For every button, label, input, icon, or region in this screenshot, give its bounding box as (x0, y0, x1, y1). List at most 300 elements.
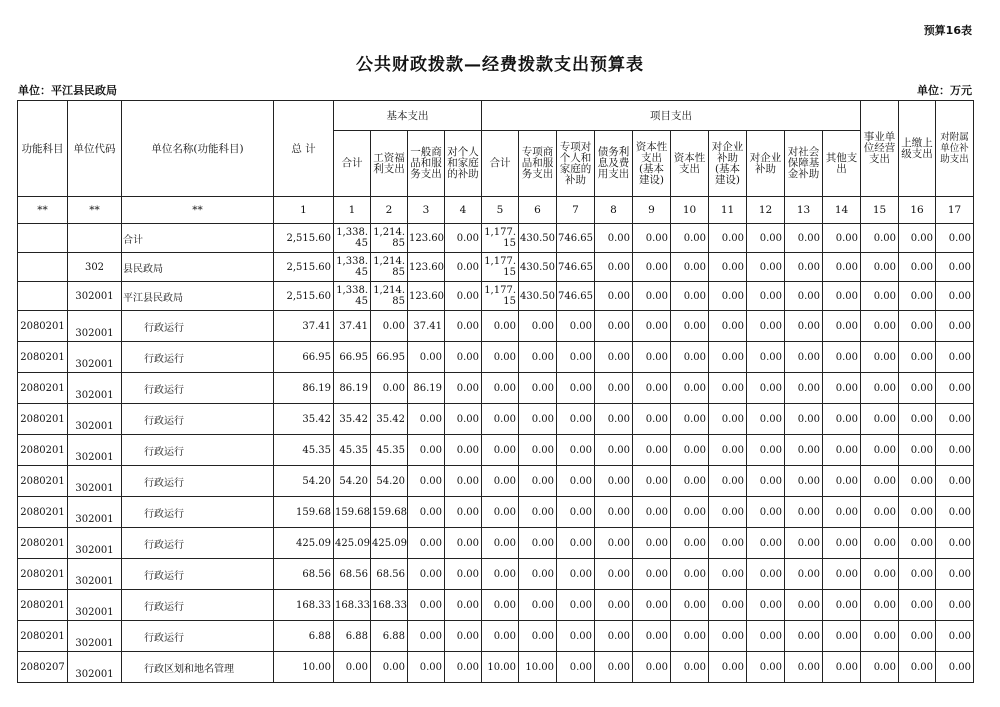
amount-cell: 0.00 (899, 466, 936, 497)
amount-cell: 0.00 (823, 435, 861, 466)
amount-cell: 0.00 (899, 559, 936, 590)
index-cell: 6 (519, 197, 557, 224)
amount-cell: 0.00 (671, 466, 709, 497)
function-code-cell: 2080201 (18, 621, 68, 652)
amount-cell: 0.00 (408, 342, 445, 373)
amount-cell: 425.09 (371, 528, 408, 559)
unit-code-cell: 302001 (68, 282, 122, 311)
index-cell: 1 (334, 197, 371, 224)
table-row (18, 528, 974, 559)
amount-cell: 0.00 (709, 652, 747, 683)
amount-cell: 0.00 (671, 282, 709, 311)
amount-cell: 0.00 (785, 342, 823, 373)
amount-cell: 168.33 (274, 590, 334, 621)
amount-cell: 0.00 (445, 590, 482, 621)
amount-cell: 0.00 (861, 404, 899, 435)
amount-cell: 0.00 (861, 282, 899, 311)
currency-unit-label: 单位：万元 (917, 84, 972, 97)
amount-cell: 66.95 (334, 342, 371, 373)
table-row (18, 466, 974, 497)
amount-cell: 0.00 (785, 652, 823, 683)
amount-cell: 1,177.15 (482, 224, 519, 253)
amount-cell: 0.00 (408, 652, 445, 683)
amount-cell: 0.00 (445, 253, 482, 282)
function-code-cell: 2080207 (18, 652, 68, 683)
amount-cell: 0.00 (709, 373, 747, 404)
amount-cell: 0.00 (785, 282, 823, 311)
unit-code-cell: 302001 (68, 528, 122, 559)
amount-cell: 430.50 (519, 282, 557, 311)
amount-cell: 35.42 (334, 404, 371, 435)
amount-cell: 0.00 (936, 253, 974, 282)
amount-cell: 0.00 (671, 253, 709, 282)
unit-code-cell: 302001 (68, 373, 122, 404)
index-cell: 12 (747, 197, 785, 224)
header-basic-col: 合计 (334, 131, 371, 197)
amount-cell: 0.00 (709, 282, 747, 311)
amount-cell: 0.00 (823, 253, 861, 282)
amount-cell: 0.00 (785, 466, 823, 497)
amount-cell: 0.00 (823, 528, 861, 559)
amount-cell: 68.56 (334, 559, 371, 590)
header-project-col: 其他支出 (823, 131, 861, 197)
function-code-cell: 2080201 (18, 559, 68, 590)
table-row (18, 497, 974, 528)
header-project-col: 对企业补助(基本建设) (709, 131, 747, 197)
table-row (18, 435, 974, 466)
function-code-cell: 2080201 (18, 528, 68, 559)
amount-cell: 0.00 (557, 404, 595, 435)
amount-cell: 0.00 (408, 466, 445, 497)
amount-cell: 0.00 (633, 311, 671, 342)
amount-cell: 0.00 (595, 435, 633, 466)
amount-cell: 0.00 (519, 497, 557, 528)
function-code-cell (18, 282, 68, 311)
unit-code-cell: 302001 (68, 342, 122, 373)
amount-cell: 159.68 (371, 497, 408, 528)
amount-cell: 0.00 (633, 497, 671, 528)
function-code-cell: 2080201 (18, 311, 68, 342)
header-func-subject: 功能科目 (18, 101, 68, 197)
amount-cell: 0.00 (936, 435, 974, 466)
amount-cell: 0.00 (785, 224, 823, 253)
amount-cell: 0.00 (519, 590, 557, 621)
table-row (18, 224, 974, 253)
amount-cell: 0.00 (519, 528, 557, 559)
amount-cell: 0.00 (557, 590, 595, 621)
amount-cell: 0.00 (861, 311, 899, 342)
unit-code-cell: 302001 (68, 497, 122, 528)
header-project-expenditure: 项目支出 (482, 101, 861, 131)
amount-cell: 0.00 (823, 466, 861, 497)
amount-cell: 0.00 (633, 282, 671, 311)
amount-cell: 0.00 (633, 559, 671, 590)
header-project-col: 专项对个人和家庭的补助 (557, 131, 595, 197)
index-cell: 7 (557, 197, 595, 224)
amount-cell: 0.00 (519, 373, 557, 404)
amount-cell: 0.00 (482, 528, 519, 559)
amount-cell: 0.00 (709, 528, 747, 559)
amount-cell: 2,515.60 (274, 224, 334, 253)
amount-cell: 0.00 (785, 497, 823, 528)
amount-cell: 0.00 (671, 342, 709, 373)
amount-cell: 0.00 (445, 224, 482, 253)
amount-cell: 0.00 (823, 224, 861, 253)
amount-cell: 0.00 (936, 224, 974, 253)
amount-cell: 0.00 (557, 497, 595, 528)
amount-cell: 0.00 (557, 528, 595, 559)
unit-name-cell: 行政运行 (122, 621, 274, 652)
unit-name-cell: 县民政局 (122, 253, 274, 282)
unit-name-cell: 行政运行 (122, 528, 274, 559)
amount-cell: 0.00 (899, 224, 936, 253)
amount-cell: 6.88 (371, 621, 408, 652)
table-row (18, 342, 974, 373)
function-code-cell (18, 253, 68, 282)
amount-cell: 0.00 (747, 282, 785, 311)
amount-cell: 159.68 (334, 497, 371, 528)
unit-name-cell: 行政运行 (122, 404, 274, 435)
amount-cell: 0.00 (709, 253, 747, 282)
amount-cell: 0.00 (557, 621, 595, 652)
amount-cell: 0.00 (482, 404, 519, 435)
amount-cell: 68.56 (274, 559, 334, 590)
amount-cell: 37.41 (334, 311, 371, 342)
amount-cell: 0.00 (671, 497, 709, 528)
amount-cell: 0.00 (519, 311, 557, 342)
header-extra-col: 事业单位经营支出 (861, 101, 899, 197)
function-code-cell: 2080201 (18, 373, 68, 404)
amount-cell: 0.00 (671, 311, 709, 342)
amount-cell: 1,177.15 (482, 253, 519, 282)
header-project-col: 资本性支出(基本建设) (633, 131, 671, 197)
table-row (18, 590, 974, 621)
amount-cell: 425.09 (334, 528, 371, 559)
amount-cell: 45.35 (274, 435, 334, 466)
amount-cell: 0.00 (861, 373, 899, 404)
amount-cell: 0.00 (709, 621, 747, 652)
amount-cell: 0.00 (371, 311, 408, 342)
amount-cell: 0.00 (671, 559, 709, 590)
index-cell: 13 (785, 197, 823, 224)
amount-cell: 0.00 (445, 497, 482, 528)
amount-cell: 10.00 (482, 652, 519, 683)
amount-cell: 0.00 (445, 435, 482, 466)
index-cell: 9 (633, 197, 671, 224)
amount-cell: 0.00 (709, 311, 747, 342)
amount-cell: 0.00 (861, 559, 899, 590)
header-total: 总 计 (274, 101, 334, 197)
function-code-cell (18, 224, 68, 253)
table-number-label: 预算16表 (923, 24, 972, 37)
amount-cell: 0.00 (633, 373, 671, 404)
amount-cell: 0.00 (482, 497, 519, 528)
amount-cell: 425.09 (274, 528, 334, 559)
amount-cell: 0.00 (936, 652, 974, 683)
amount-cell: 0.00 (861, 466, 899, 497)
header-basic-expenditure: 基本支出 (334, 101, 482, 131)
amount-cell: 0.00 (408, 404, 445, 435)
amount-cell: 0.00 (785, 590, 823, 621)
unit-name-cell: 行政运行 (122, 373, 274, 404)
amount-cell: 0.00 (823, 373, 861, 404)
amount-cell: 0.00 (671, 224, 709, 253)
amount-cell: 0.00 (936, 373, 974, 404)
amount-cell: 0.00 (785, 435, 823, 466)
amount-cell: 0.00 (519, 621, 557, 652)
unit-name-cell: 行政运行 (122, 435, 274, 466)
amount-cell: 0.00 (445, 342, 482, 373)
amount-cell: 0.00 (671, 435, 709, 466)
amount-cell: 1,214.85 (371, 253, 408, 282)
amount-cell: 0.00 (633, 590, 671, 621)
amount-cell: 0.00 (633, 253, 671, 282)
amount-cell: 0.00 (633, 342, 671, 373)
amount-cell: 0.00 (785, 559, 823, 590)
unit-name-label: 单位：平江县民政局 (18, 84, 117, 97)
amount-cell: 0.00 (709, 466, 747, 497)
table-row (18, 621, 974, 652)
amount-cell: 1,177.15 (482, 282, 519, 311)
amount-cell: 2,515.60 (274, 282, 334, 311)
header-unit-code: 单位代码 (68, 101, 122, 197)
unit-code-cell: 302001 (68, 621, 122, 652)
amount-cell: 37.41 (274, 311, 334, 342)
amount-cell: 0.00 (482, 590, 519, 621)
unit-code-cell: 302001 (68, 404, 122, 435)
amount-cell: 0.00 (595, 466, 633, 497)
amount-cell: 1,214.85 (371, 224, 408, 253)
amount-cell: 6.88 (274, 621, 334, 652)
amount-cell: 0.00 (445, 311, 482, 342)
amount-cell: 0.00 (747, 528, 785, 559)
index-cell: 2 (371, 197, 408, 224)
amount-cell: 0.00 (899, 497, 936, 528)
index-cell: ** (18, 197, 68, 224)
function-code-cell: 2080201 (18, 497, 68, 528)
amount-cell: 0.00 (445, 652, 482, 683)
amount-cell: 0.00 (899, 404, 936, 435)
amount-cell: 0.00 (633, 528, 671, 559)
amount-cell: 0.00 (633, 435, 671, 466)
amount-cell: 430.50 (519, 224, 557, 253)
amount-cell: 0.00 (557, 311, 595, 342)
amount-cell: 0.00 (899, 435, 936, 466)
amount-cell: 0.00 (785, 528, 823, 559)
function-code-cell: 2080201 (18, 342, 68, 373)
amount-cell: 0.00 (709, 590, 747, 621)
amount-cell: 54.20 (371, 466, 408, 497)
amount-cell: 0.00 (747, 224, 785, 253)
amount-cell: 0.00 (595, 621, 633, 652)
table-header (18, 101, 974, 197)
amount-cell: 0.00 (595, 652, 633, 683)
table-row (18, 559, 974, 590)
unit-name-cell: 行政运行 (122, 466, 274, 497)
amount-cell: 0.00 (633, 404, 671, 435)
header-project-col: 资本性支出 (671, 131, 709, 197)
amount-cell: 0.00 (936, 559, 974, 590)
header-project-col: 专项商品和服务支出 (519, 131, 557, 197)
amount-cell: 430.50 (519, 253, 557, 282)
amount-cell: 0.00 (899, 342, 936, 373)
table-row (18, 404, 974, 435)
amount-cell: 0.00 (747, 621, 785, 652)
amount-cell: 0.00 (823, 311, 861, 342)
unit-code-cell: 302001 (68, 466, 122, 497)
amount-cell: 0.00 (747, 373, 785, 404)
amount-cell: 0.00 (445, 282, 482, 311)
amount-cell: 0.00 (557, 559, 595, 590)
amount-cell: 0.00 (861, 224, 899, 253)
amount-cell: 0.00 (595, 590, 633, 621)
amount-cell: 0.00 (899, 311, 936, 342)
header-project-col: 对社会保障基金补助 (785, 131, 823, 197)
amount-cell: 168.33 (371, 590, 408, 621)
amount-cell: 0.00 (823, 621, 861, 652)
amount-cell: 0.00 (482, 466, 519, 497)
amount-cell: 123.60 (408, 253, 445, 282)
amount-cell: 0.00 (936, 497, 974, 528)
amount-cell: 0.00 (899, 590, 936, 621)
index-row (18, 197, 974, 224)
amount-cell: 0.00 (936, 342, 974, 373)
amount-cell: 168.33 (334, 590, 371, 621)
amount-cell: 1,338.45 (334, 224, 371, 253)
amount-cell: 1,338.45 (334, 282, 371, 311)
budget-table (17, 100, 974, 683)
amount-cell: 0.00 (936, 528, 974, 559)
unit-code-cell: 302 (68, 253, 122, 282)
amount-cell: 0.00 (445, 559, 482, 590)
amount-cell: 0.00 (823, 497, 861, 528)
index-cell: ** (122, 197, 274, 224)
amount-cell: 10.00 (519, 652, 557, 683)
amount-cell: 0.00 (747, 466, 785, 497)
amount-cell: 0.00 (445, 621, 482, 652)
unit-name-cell: 行政运行 (122, 497, 274, 528)
amount-cell: 0.00 (899, 253, 936, 282)
index-cell: 17 (936, 197, 974, 224)
amount-cell: 37.41 (408, 311, 445, 342)
amount-cell: 0.00 (595, 373, 633, 404)
amount-cell: 0.00 (595, 253, 633, 282)
unit-code-cell: 302001 (68, 652, 122, 683)
amount-cell: 35.42 (371, 404, 408, 435)
amount-cell: 0.00 (408, 559, 445, 590)
amount-cell: 0.00 (747, 311, 785, 342)
amount-cell: 0.00 (747, 342, 785, 373)
index-cell: 8 (595, 197, 633, 224)
header-project-col: 合计 (482, 131, 519, 197)
amount-cell: 66.95 (371, 342, 408, 373)
amount-cell: 0.00 (445, 466, 482, 497)
amount-cell: 45.35 (334, 435, 371, 466)
amount-cell: 0.00 (595, 559, 633, 590)
amount-cell: 0.00 (557, 652, 595, 683)
function-code-cell: 2080201 (18, 466, 68, 497)
amount-cell: 0.00 (482, 311, 519, 342)
amount-cell: 159.68 (274, 497, 334, 528)
amount-cell: 0.00 (936, 282, 974, 311)
amount-cell: 0.00 (861, 497, 899, 528)
amount-cell: 0.00 (482, 559, 519, 590)
amount-cell: 0.00 (709, 342, 747, 373)
amount-cell: 0.00 (709, 435, 747, 466)
amount-cell: 0.00 (785, 311, 823, 342)
amount-cell: 0.00 (445, 404, 482, 435)
amount-cell: 0.00 (936, 404, 974, 435)
amount-cell: 0.00 (823, 559, 861, 590)
table-row (18, 253, 974, 282)
amount-cell: 746.65 (557, 253, 595, 282)
unit-name-cell: 行政运行 (122, 590, 274, 621)
amount-cell: 86.19 (408, 373, 445, 404)
amount-cell: 35.42 (274, 404, 334, 435)
amount-cell: 0.00 (709, 224, 747, 253)
amount-cell: 0.00 (936, 466, 974, 497)
amount-cell: 123.60 (408, 282, 445, 311)
amount-cell: 0.00 (671, 652, 709, 683)
unit-name-cell: 平江县民政局 (122, 282, 274, 311)
amount-cell: 0.00 (371, 373, 408, 404)
amount-cell: 746.65 (557, 282, 595, 311)
unit-name-cell: 行政运行 (122, 311, 274, 342)
amount-cell: 0.00 (747, 404, 785, 435)
amount-cell: 0.00 (936, 311, 974, 342)
index-cell: 16 (899, 197, 936, 224)
amount-cell: 0.00 (823, 404, 861, 435)
amount-cell: 0.00 (482, 621, 519, 652)
unit-code-cell: 302001 (68, 311, 122, 342)
amount-cell: 0.00 (557, 373, 595, 404)
amount-cell: 0.00 (671, 373, 709, 404)
amount-cell: 0.00 (519, 404, 557, 435)
amount-cell: 0.00 (861, 528, 899, 559)
amount-cell: 0.00 (747, 497, 785, 528)
amount-cell: 0.00 (671, 621, 709, 652)
amount-cell: 0.00 (482, 373, 519, 404)
unit-code-cell: 302001 (68, 435, 122, 466)
amount-cell: 86.19 (274, 373, 334, 404)
amount-cell: 0.00 (595, 224, 633, 253)
amount-cell: 0.00 (408, 621, 445, 652)
table-row (18, 652, 974, 683)
amount-cell: 0.00 (408, 435, 445, 466)
header-basic-col: 工资福利支出 (371, 131, 408, 197)
unit-code-cell: 302001 (68, 590, 122, 621)
amount-cell: 0.00 (595, 497, 633, 528)
amount-cell: 0.00 (408, 497, 445, 528)
amount-cell: 0.00 (519, 466, 557, 497)
amount-cell: 0.00 (595, 528, 633, 559)
amount-cell: 0.00 (445, 373, 482, 404)
amount-cell: 0.00 (823, 590, 861, 621)
amount-cell: 0.00 (519, 559, 557, 590)
amount-cell: 0.00 (408, 528, 445, 559)
amount-cell: 0.00 (785, 621, 823, 652)
amount-cell: 0.00 (671, 404, 709, 435)
amount-cell: 0.00 (334, 652, 371, 683)
amount-cell: 54.20 (334, 466, 371, 497)
amount-cell: 0.00 (557, 435, 595, 466)
index-cell: 5 (482, 197, 519, 224)
header-basic-col: 对个人和家庭的补助 (445, 131, 482, 197)
index-cell: 4 (445, 197, 482, 224)
function-code-cell: 2080201 (18, 404, 68, 435)
amount-cell: 0.00 (595, 404, 633, 435)
page-title: 公共财政拨款—经费拨款支出预算表 (356, 55, 644, 75)
